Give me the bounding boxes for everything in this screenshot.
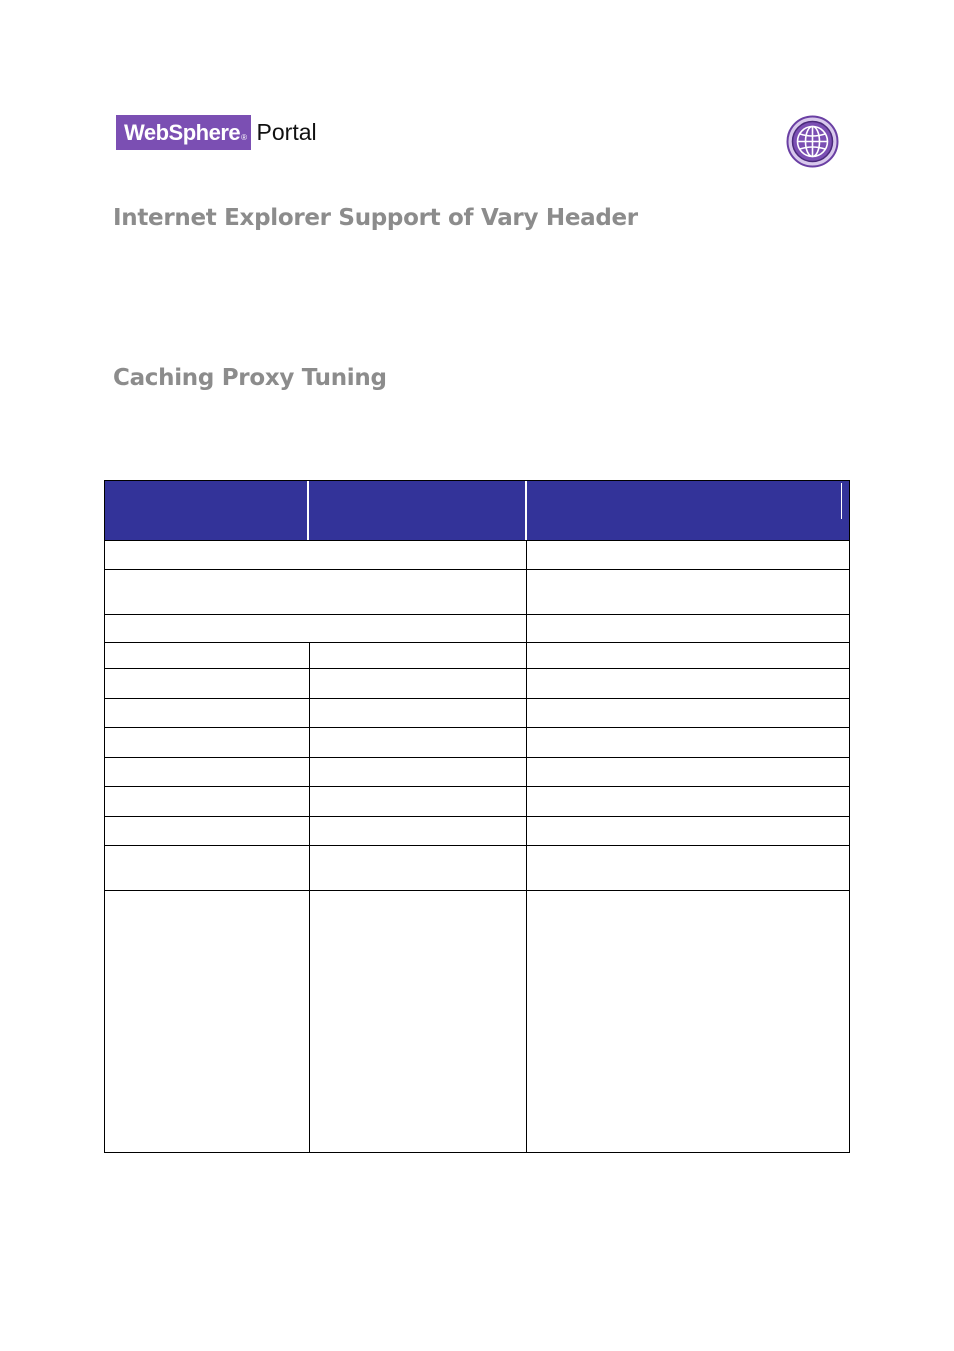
table-cell <box>105 615 526 642</box>
table-header-cell <box>309 481 525 540</box>
table-header-cell <box>527 481 849 540</box>
logo-brand <box>116 115 251 150</box>
data-table <box>104 480 850 1153</box>
section-title-caching-proxy: Caching Proxy Tuning <box>113 365 387 391</box>
row-divider <box>104 890 850 891</box>
row-divider <box>104 668 850 669</box>
table-cell <box>105 570 526 614</box>
table-cell <box>527 615 849 642</box>
section-title-vary-header: Internet Explorer Support of Vary Header <box>113 205 638 231</box>
table-cell <box>105 541 526 569</box>
column-divider <box>309 642 310 1153</box>
table-cell <box>527 541 849 569</box>
table-border-bottom <box>104 1152 850 1153</box>
row-divider <box>104 698 850 699</box>
row-divider <box>104 642 850 643</box>
row-divider <box>104 786 850 787</box>
table-header-cell <box>105 481 307 540</box>
row-divider <box>104 816 850 817</box>
row-divider <box>104 757 850 758</box>
logo-product-text: Portal <box>256 119 317 145</box>
table-border-top <box>104 480 850 481</box>
websphere-portal-logo <box>116 115 317 150</box>
row-divider <box>104 845 850 846</box>
header-divider <box>841 483 842 519</box>
row-divider <box>104 727 850 728</box>
globe-icon <box>786 115 839 168</box>
logo-brand-text: WebSphere <box>124 120 241 145</box>
table-cell <box>527 570 849 614</box>
logo-registered-mark: ® <box>241 133 247 142</box>
